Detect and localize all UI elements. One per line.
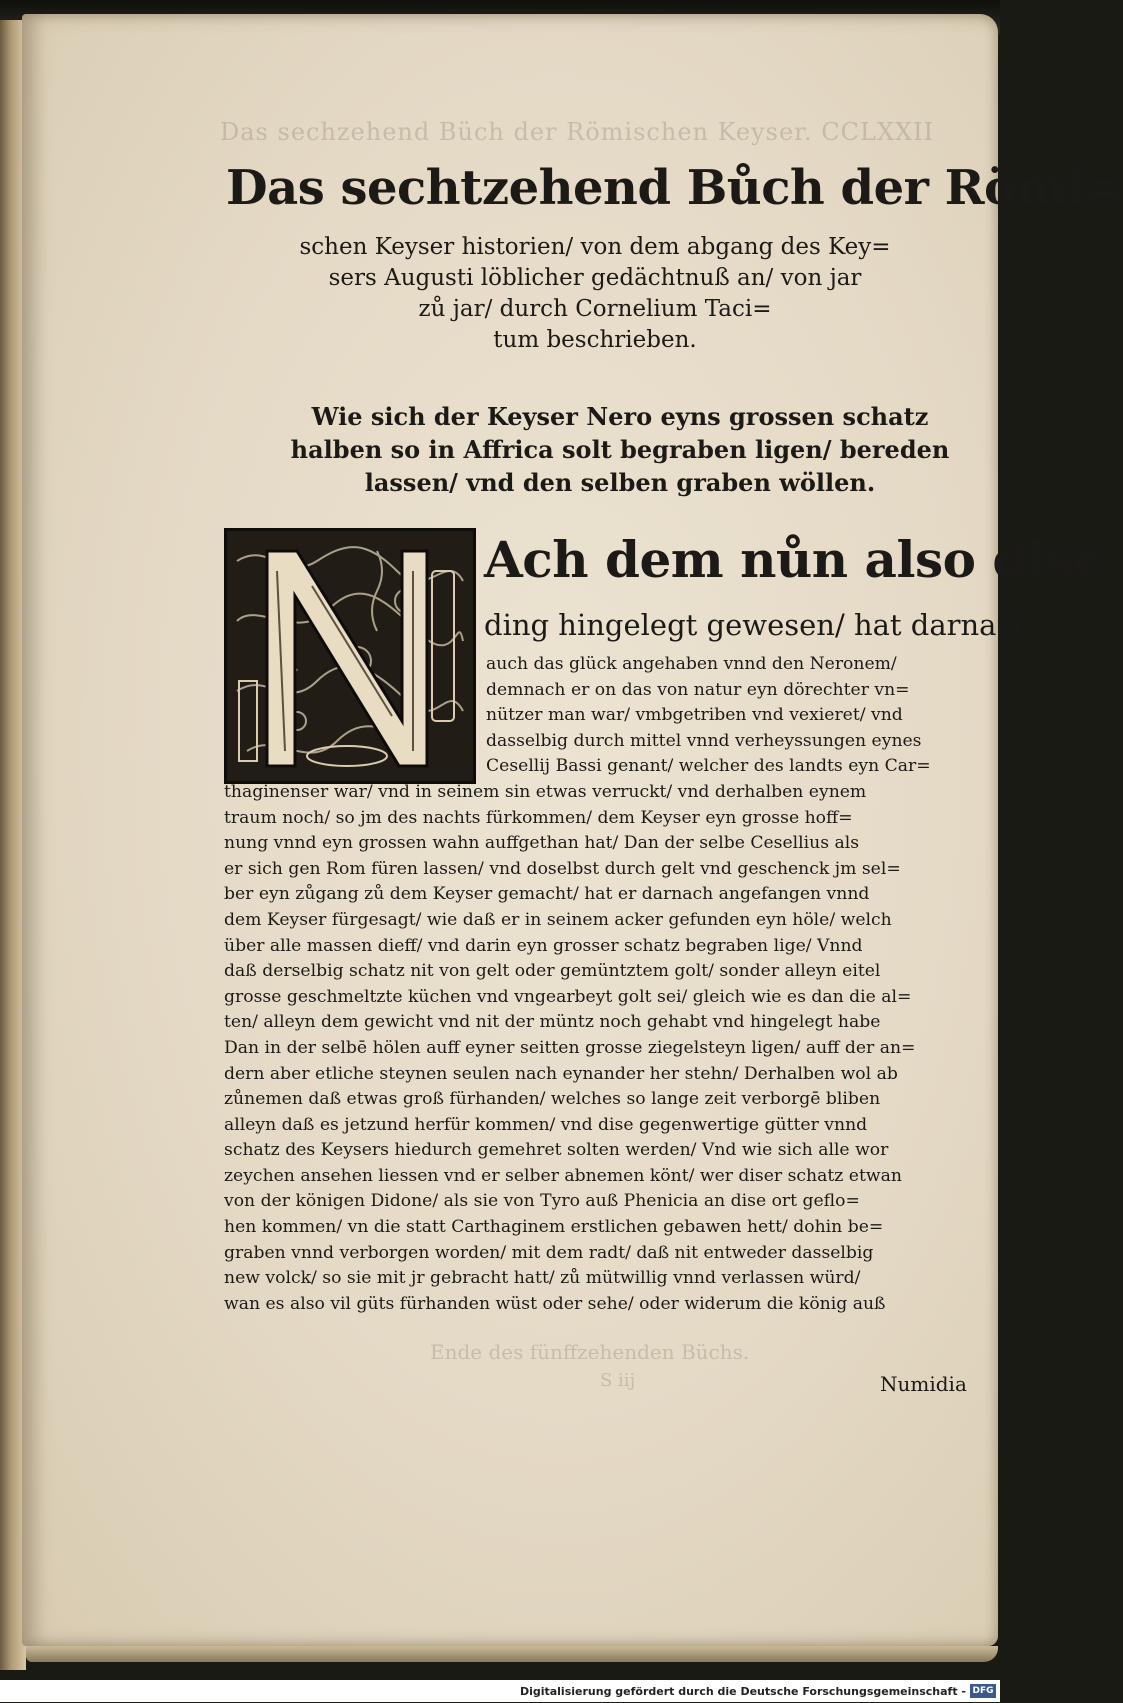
body-line: auch das glück angehaben vnnd den Neronem/ bbox=[486, 654, 897, 674]
body-line: hen kommen/ vn die statt Carthaginem erstlichen gebawen hett/ dohin be= bbox=[224, 1217, 884, 1238]
heading-line: Wie sich der Keyser Nero eyns grossen schatz bbox=[311, 402, 929, 431]
bleed-through-header: Das sechzehend Büch der Römischen Keyser. CCLXXII bbox=[220, 118, 935, 146]
body-line: ber eyn zůgang zů dem Keyser gemacht/ hat er darnach angefangen vnnd bbox=[224, 884, 870, 905]
body-line: Dan in der selbē hölen auff eyner seitten grosse ziegelsteyn ligen/ auff der an= bbox=[224, 1037, 916, 1058]
title-line: schen Keyser historien/ von dem abgang des Key= bbox=[299, 234, 891, 260]
body-line: traum noch/ so jm des nachts fürkommen/ dem Keyser eyn grosse hoff= bbox=[224, 807, 853, 828]
body-line: grosse geschmeltzte küchen vnd vngearbeyt golt sei/ gleich wie es dan die al= bbox=[224, 986, 912, 1007]
title-line: tum beschrieben. bbox=[493, 327, 697, 353]
body-line: dern aber etliche steynen seulen nach eynander her stehn/ Derhalben wol ab bbox=[224, 1063, 898, 1084]
body-line: graben vnnd verborgen worden/ mit dem radt/ daß nit entweder dasselbig bbox=[224, 1242, 874, 1263]
body-line: von der königen Didone/ als sie von Tyro auß Phenicia an dise ort geflo= bbox=[224, 1191, 860, 1212]
heading-line: lassen/ vnd den selben graben wöllen. bbox=[364, 468, 876, 497]
body-line: ten/ alleyn dem gewicht vnd nit der müntz noch gehabt vnd hingelegt habe bbox=[224, 1012, 881, 1033]
body-line: thaginenser war/ vnd in seinem sin etwas verruckt/ vnd derhalben eynem bbox=[224, 781, 867, 802]
body-line: daß derselbig schatz nit von gelt oder gemüntztem golt/ sonder alleyn eitel bbox=[224, 961, 881, 982]
lead-line: ding hingelegt gewesen/ hat darnach bbox=[484, 608, 1032, 642]
body-line: wan es also vil güts fürhanden wüst oder sehe/ oder widerum die könig auß bbox=[224, 1293, 886, 1314]
catchword: Numidia bbox=[880, 1372, 967, 1396]
body-text bbox=[224, 652, 976, 1317]
digitization-credit: Digitalisierung gefördert durch die Deutsche Forschungsgemeinschaft - bbox=[519, 1685, 966, 1698]
bleed-through-signature: S iij bbox=[600, 1370, 636, 1391]
body-line: über alle massen dieff/ vnd darin eyn grosser schatz begraben lige/ Vnnd bbox=[224, 935, 863, 956]
body-line: alleyn daß es jetzund herfür kommen/ vnd dise gegenwertige gütter vnnd bbox=[224, 1114, 868, 1135]
digitization-credit-bar bbox=[0, 1680, 1000, 1702]
body-line: schatz des Keysers hiedurch gemehret solten werden/ Vnd wie sich alle wor bbox=[224, 1140, 889, 1161]
body-line: nung vnnd eyn grossen wahn auffgethan hat/ Dan der selbe Cesellius als bbox=[224, 833, 860, 854]
body-line: Cesellij Bassi genant/ welcher des landts eyn Car= bbox=[486, 756, 931, 777]
title-line: zů jar/ durch Cornelium Taci= bbox=[418, 296, 772, 322]
body-line: new volck/ so sie mit jr gebracht hatt/ zů mütwillig vnnd verlassen würd/ bbox=[224, 1268, 861, 1289]
body-line: zeychen ansehen liessen vnd er selber abnemen könt/ wer diser schatz etwan bbox=[224, 1165, 902, 1186]
page-edge bbox=[26, 1646, 998, 1662]
heading-line: halben so in Affrica solt begraben ligen/ bereden bbox=[290, 435, 950, 464]
body-line: dem Keyser fürgesagt/ wie daß er in seinem acker gefunden eyn höle/ welch bbox=[224, 909, 892, 930]
book-title-continuation bbox=[230, 232, 960, 356]
body-line: er sich gen Rom füren lassen/ vnd doselbst durch gelt vnd geschenck jm sel= bbox=[224, 858, 901, 879]
book-title: Das sechtzehend Bůch der Römi= bbox=[226, 160, 1123, 216]
body-line: nützer man war/ vmbgetriben vnd vexieret/ vnd bbox=[486, 705, 903, 726]
chapter-heading bbox=[290, 400, 950, 499]
body-line: dasselbig durch mittel vnnd verheyssungen eynes bbox=[486, 730, 922, 751]
body-line: demnach er on das von natur eyn dörechter vn= bbox=[486, 679, 910, 700]
lead-line: Ach dem nůn also dise bbox=[484, 530, 1105, 589]
title-line: sers Augusti löblicher gedächtnuß an/ von jar bbox=[328, 265, 862, 291]
body-line: zůnemen daß etwas groß fürhanden/ welches so lange zeit verborgē bliben bbox=[224, 1089, 881, 1110]
dfg-logo-icon: DFG bbox=[970, 1684, 996, 1698]
bleed-through-footer: Ende des fünffzehenden Büchs. bbox=[430, 1340, 750, 1364]
